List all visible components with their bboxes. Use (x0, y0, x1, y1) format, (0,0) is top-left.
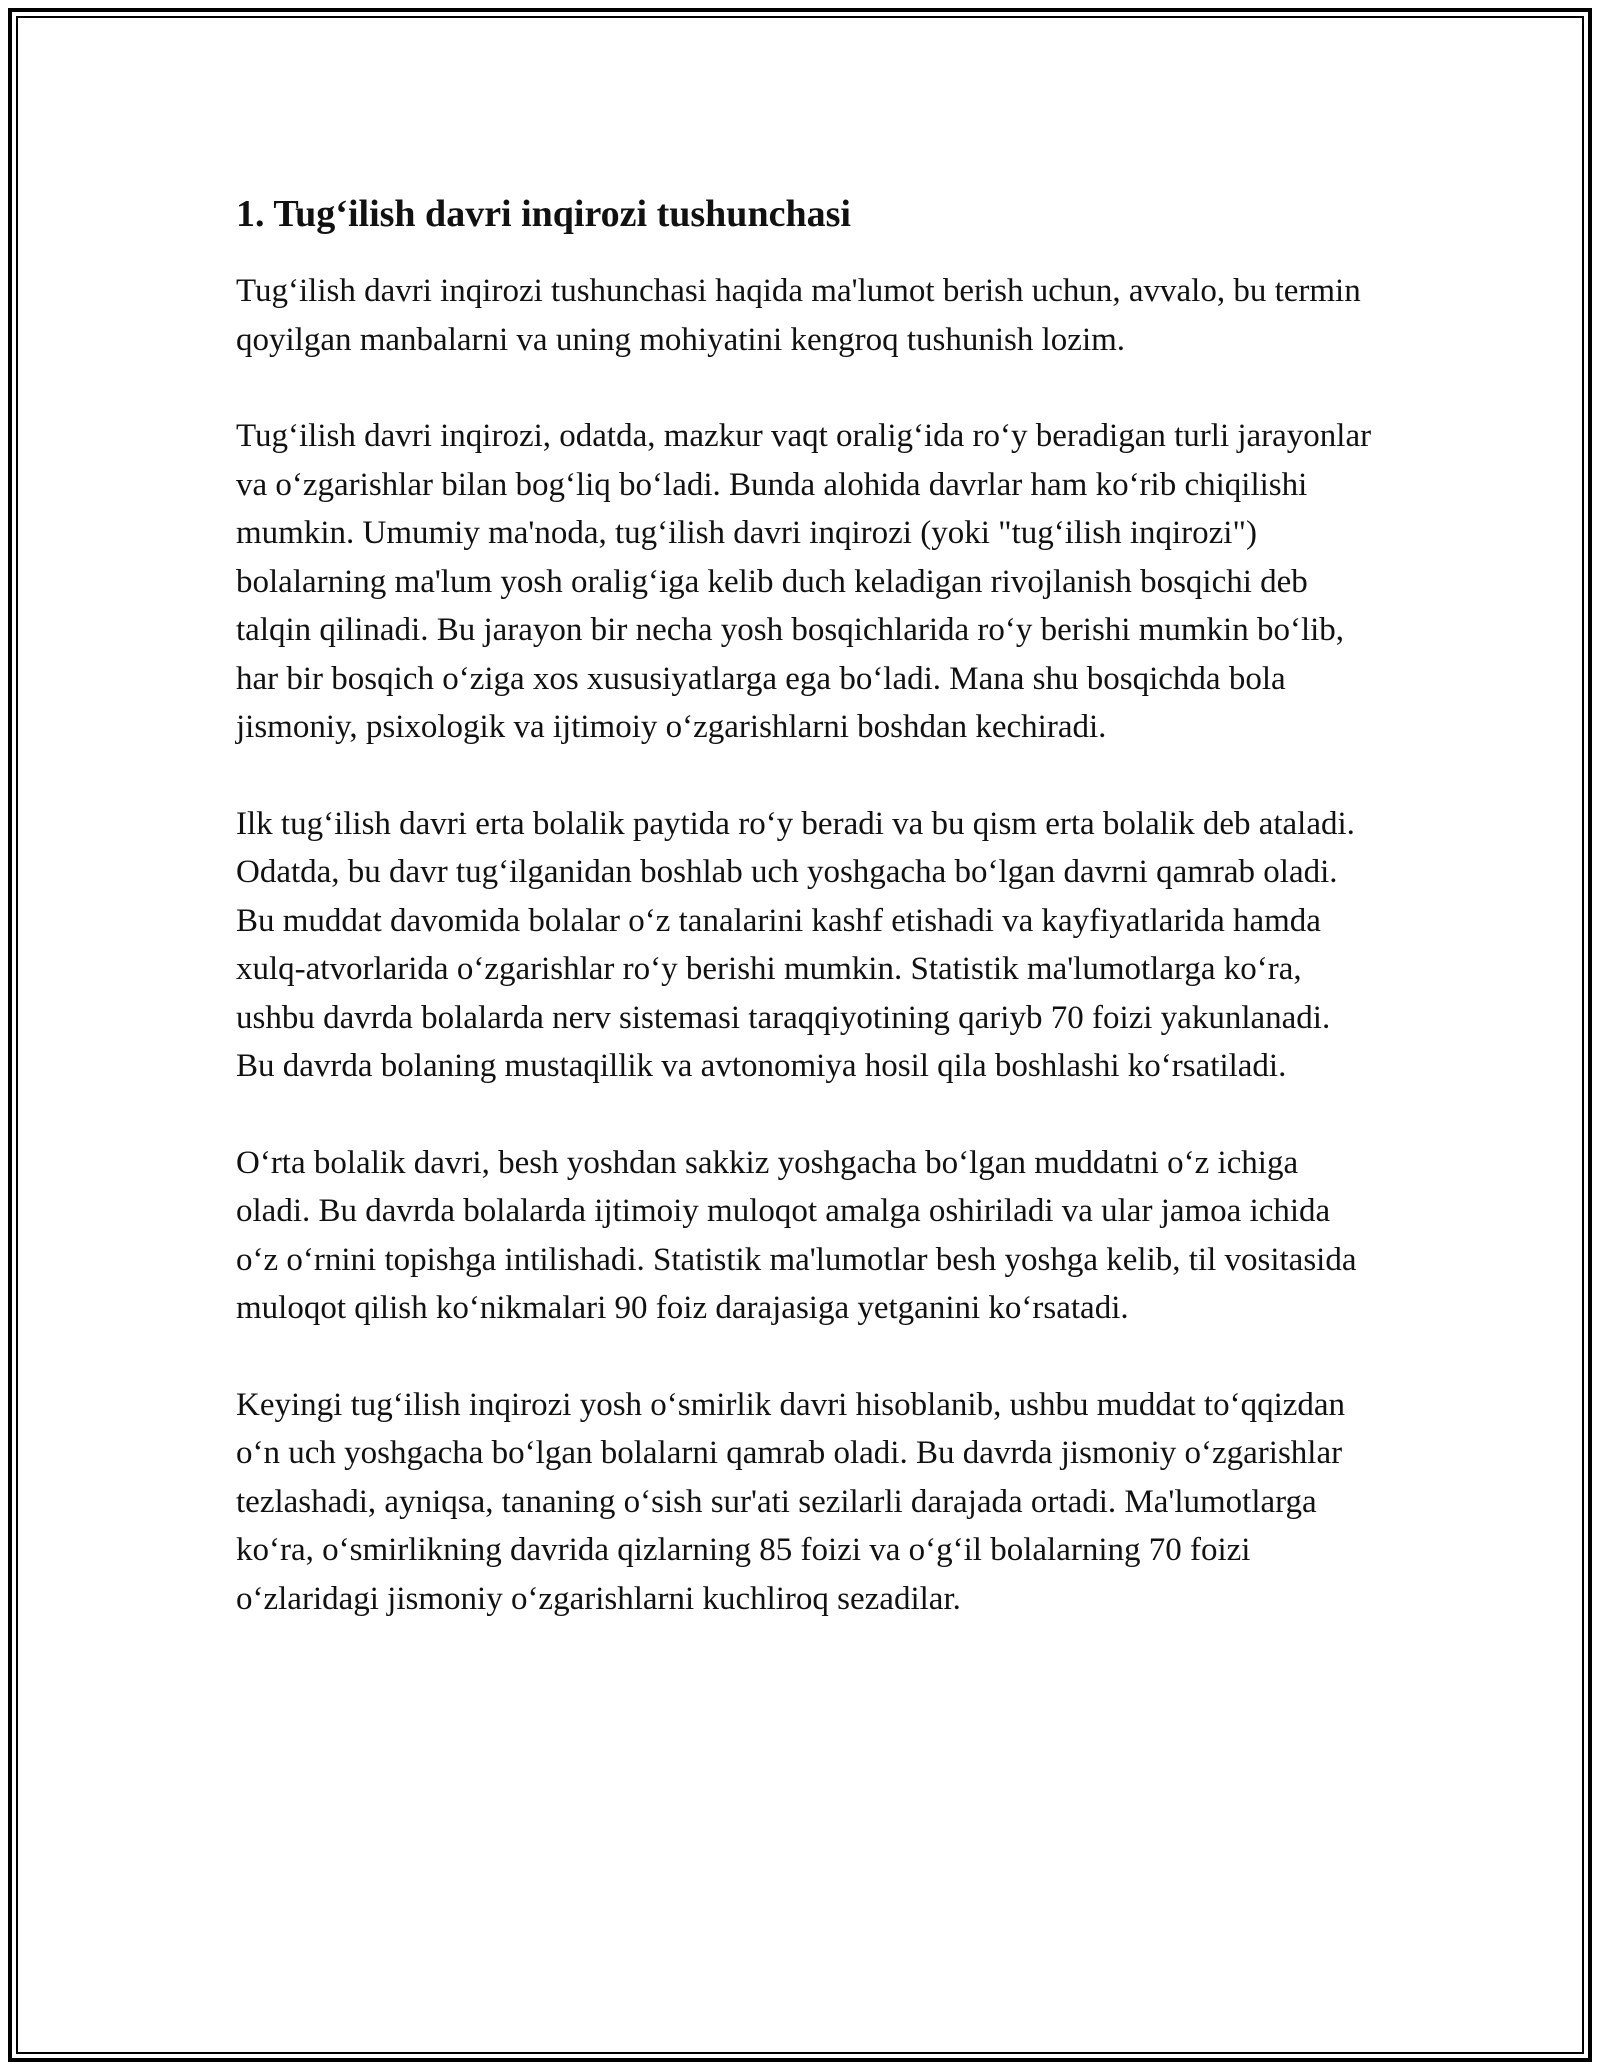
section-heading: 1. Tug‘ilish davri inqirozi tushunchasi (236, 193, 851, 235)
paragraph-early-adolescence: Keyingi tug‘ilish inqirozi yosh o‘smirlik davri hisoblanib, ushbu muddat to‘qqizdan o‘n uch yoshgacha bo‘lgan bolalarni qamrab oladi. Bu davrda jismoniy o‘zgarishlar tezlashadi, ayniqsa, tananing o‘sish sur'ati sezilarli darajada ortadi. Ma'lumotlarga ko‘ra, o‘smirlikning davrida qizlarning 85 foizi va o‘g‘il bolalarning 70 foizi o‘zlaridagi jismoniy o‘zgarishlarni kuchliroq sezadilar. (236, 1386, 1346, 1617)
paragraph-intro: Tug‘ilish davri inqirozi tushunchasi haqida ma'lumot berish uchun, avvalo, bu termin qoyilgan manbalarni va uning mohiyatini kengroq tushunish lozim. (236, 273, 1361, 358)
paragraph-definition: Tug‘ilish davri inqirozi, odatda, mazkur vaqt oralig‘ida ro‘y beradigan turli jarayonlar va o‘zgarishlar bilan bog‘liq bo‘ladi. Bunda alohida davrlar ham ko‘rib chiqilishi mumkin. Umumiy ma'noda, tug‘ilish davri inqirozi (yoki "tug‘ilish inqirozi") bolalarning ma'lum yosh oralig‘iga kelib duch keladigan rivojlanish bosqichi deb talqin qilinadi. Bu jarayon bir necha yosh bosqichlarida ro‘y berishi mumkin bo‘lib, har bir bosqich o‘ziga xos xususiyatlarga ega bo‘ladi. Mana shu bosqichda bola jismoniy, psixologik va ijtimoiy o‘zgarishlarni boshdan kechiradi. (236, 418, 1372, 745)
document-body (236, 183, 1376, 1671)
paragraph-middle-childhood: O‘rta bolalik davri, besh yoshdan sakkiz yoshgacha bo‘lgan muddatni o‘z ichiga oladi. Bu davrda bolalarda ijtimoiy muloqot amalga oshiriladi va ular jamoa ichida o‘z o‘rnini topishga intilishadi. Statistik ma'lumotlar besh yoshga kelib, til vositasida muloqot qilish ko‘nikmalari 90 foiz darajasiga yetganini ko‘rsatadi. (236, 1144, 1357, 1326)
paragraph-early-childhood: Ilk tug‘ilish davri erta bolalik paytida ro‘y beradi va bu qism erta bolalik deb ataladi. Odatda, bu davr tug‘ilganidan boshlab uch yoshgacha bo‘lgan davrni qamrab oladi. Bu muddat davomida bolalar o‘z tanalarini kashf etishadi va kayfiyatlarida hamda xulq-atvorlarida o‘zgarishlar ro‘y berishi mumkin. Statistik ma'lumotlarga ko‘ra, ushbu davrda bolalarda nerv sistemasi taraqqiyotining qariyb 70 foizi yakunlanadi. Bu davrda bolaning mustaqillik va avtonomiya hosil qila boshlashi ko‘rsatiladi. (236, 805, 1355, 1084)
